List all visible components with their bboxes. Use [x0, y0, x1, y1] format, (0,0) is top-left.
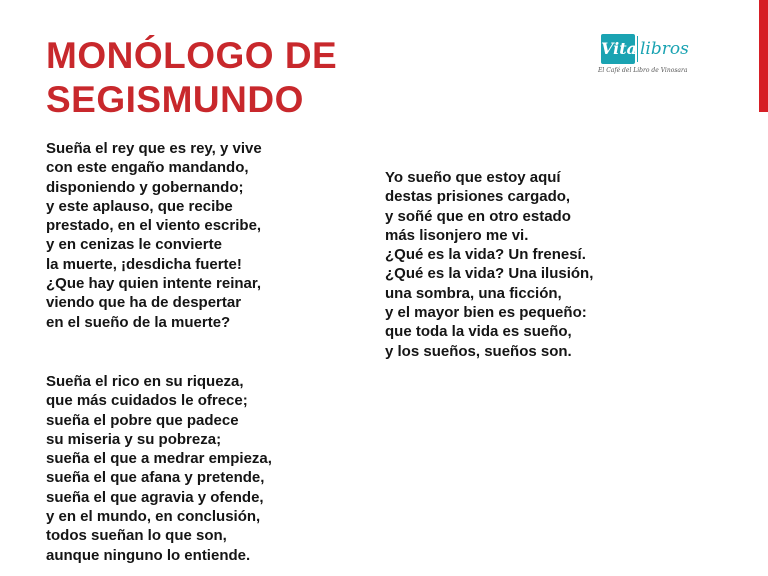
logo-word: libros: [640, 39, 689, 59]
poem-line: viendo que ha de despertar: [46, 294, 242, 312]
poem-line: disponiendo y gobernando;: [46, 178, 244, 196]
poem-line: ¿Que hay quien intente reinar,: [46, 275, 262, 293]
poem-line: todos sueñan lo que son,: [46, 527, 227, 545]
poem-line: sueña el pobre que padece: [46, 411, 239, 429]
poem-line: ¿Qué es la vida? Un frenesí.: [385, 246, 586, 264]
stanza-3: [385, 168, 593, 361]
poem-line: y este aplauso, que recibe: [46, 197, 233, 215]
vitalibros-logo: [598, 34, 698, 78]
poem-line: Yo sueño que estoy aquí: [385, 169, 561, 186]
poem-line: más lisonjero me vi.: [385, 226, 529, 244]
poem-line: su miseria y su pobreza;: [46, 430, 222, 448]
poem-line: y en el mundo, en conclusión,: [46, 508, 261, 526]
logo-divider: [637, 36, 638, 62]
poem-line: sueña el que a medrar empieza,: [46, 450, 272, 468]
poem-line: que más cuidados le ofrece;: [46, 392, 248, 410]
poem-line: Sueña el rey que es rey, y vive: [46, 140, 262, 157]
poem-line: y el mayor bien es pequeño:: [385, 304, 587, 322]
stanza-2: [46, 372, 272, 565]
poem-line: que toda la vida es sueño,: [385, 323, 572, 341]
poem-line: sueña el que agravia y ofende,: [46, 488, 264, 506]
poem-line: aunque ninguno lo entiende.: [46, 546, 251, 564]
poem-line: prestado, en el viento escribe,: [46, 217, 262, 235]
poem-line: y en cenizas le convierte: [46, 236, 222, 254]
poem-line: una sombra, una ficción,: [385, 284, 562, 302]
poem-line: ¿Qué es la vida? Una ilusión,: [385, 265, 594, 283]
poem-line: y los sueños, sueños son.: [385, 342, 572, 360]
poem-line: la muerte, ¡desdicha fuerte!: [46, 255, 242, 273]
slide-title: [46, 34, 337, 122]
stanza-1: [46, 139, 262, 332]
logo-mark: Vita: [601, 34, 635, 64]
poem-line: Sueña el rico en su riqueza,: [46, 373, 244, 390]
poem-line: con este engaño mandando,: [46, 159, 249, 177]
title-line-2: SEGISMUNDO: [46, 79, 304, 120]
accent-bar: [759, 0, 768, 112]
poem-line: sueña el que afana y pretende,: [46, 469, 265, 487]
poem-line: destas prisiones cargado,: [385, 188, 571, 206]
poem-line: y soñé que en otro estado: [385, 207, 571, 225]
title-line-1: MONÓLOGO DE: [46, 35, 338, 76]
logo-tagline: El Café del Libro de Vinosara: [598, 67, 688, 74]
poem-line: en el sueño de la muerte?: [46, 313, 231, 331]
